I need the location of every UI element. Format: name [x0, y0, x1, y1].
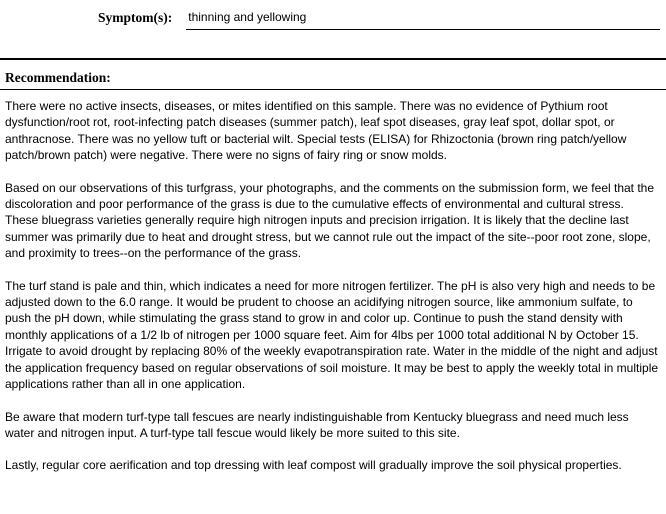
recommendation-paragraph-5: Lastly, regular core aerification and top dressing with leaf compost will gradually improve the soil physical properties.: [5, 458, 622, 473]
recommendation-paragraph-1: There were no active insects, diseases, or mites identified on this sample. There was no evidence of Pythium root dysfunction/root rot, root-infecting patch diseases (summer patch), leaf spot diseases, gray leaf spot, dollar spot, or anthracnose. There was no yellow tuft or bacterial wilt. Special tests (ELISA) for Rhizoctonia (brown ring patch/yellow patch/brown patch) were negative. There were no signs of fairy ring or snow molds.: [5, 99, 627, 163]
recommendation-underline: [0, 89, 666, 90]
symptom-label: Symptom(s):: [98, 10, 173, 25]
recommendation-paragraph-3: The turf stand is pale and thin, which indicates a need for more nitrogen fertilizer. The pH is also very high and needs to be adjusted down to the 6.0 range. It would be prudent to choose an acidifying nitrogen source, like ammonium sulfate, to push the pH down, while stimulating the grass stand to grow in and color up. Continue to push the stand density with monthly applications of a 1/2 lb of nitrogen per 1000 square feet. Aim for 4lbs per 1000 total additional N by October 15. Irrigate to avoid drought by replacing 80% of the weekly evapotranspiration rate. Water in the middle of the night and adjust the application frequency based on regular observations of soil moisture. It may be best to apply the weekly total in multiple applications rather than all in one application.: [5, 278, 659, 392]
section-divider-thick: [0, 58, 666, 60]
recommendation-paragraph-2: Based on our observations of this turfgrass, your photographs, and the comments on the submission form, we feel that the discoloration and poor performance of the grass is due to the cumulative effects of environmental and cultural stress. These bluegrass varieties generally require high nitrogen inputs and precision irrigation. It is likely that the decline last summer was primarily due to heat and drought stress, but we cannot rule out the impact of the site--poor root zone, slope, and proximity to trees--on the performance of the grass.: [5, 180, 655, 261]
recommendation-paragraph-4: Be aware that modern turf-type tall fescues are nearly indistinguishable from Kentucky bluegrass and need much less water and nitrogen input. A turf-type tall fescue would likely be more suited to this site.: [5, 409, 629, 440]
symptom-row: [98, 10, 660, 30]
recommendation-body: [5, 98, 660, 474]
recommendation-label: Recommendation:: [5, 70, 111, 85]
symptom-value: thinning and yellowing: [186, 10, 660, 30]
